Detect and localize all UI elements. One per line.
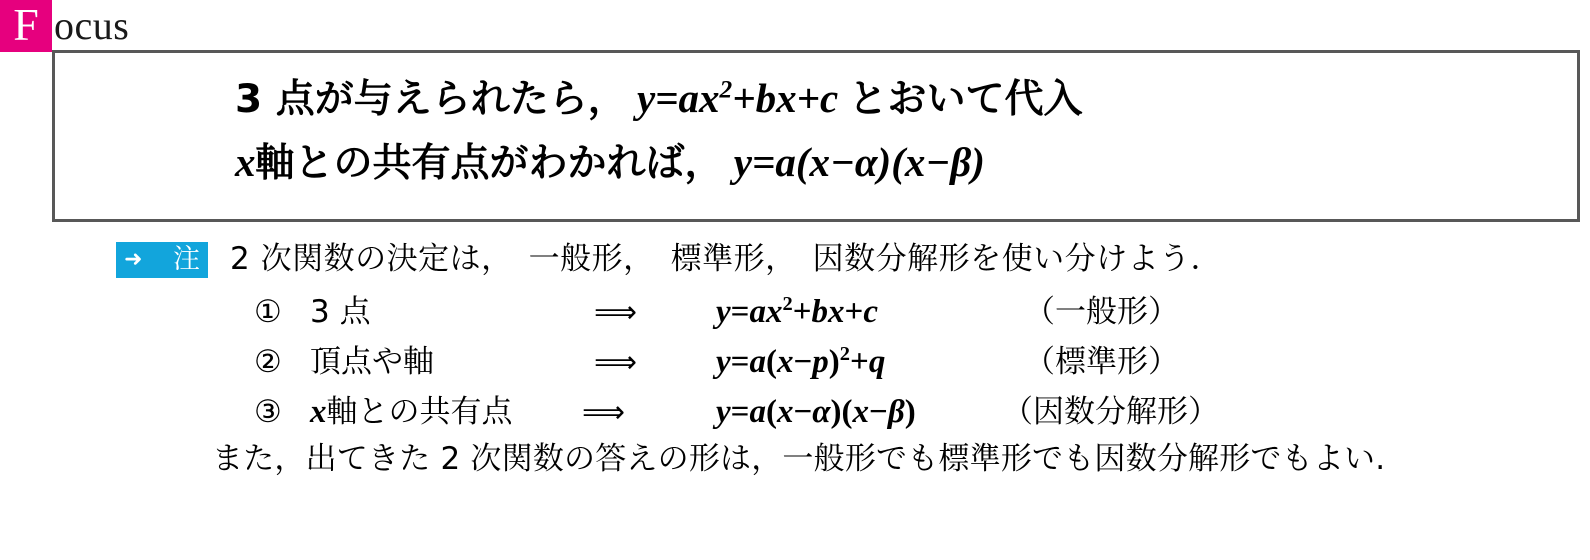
arrow-right-icon: ➜ — [124, 247, 143, 272]
list-item-formula: $y=ax^2+bx+c$ — [716, 293, 878, 330]
note-outro-text: また，出てきた 2 次関数の答えの形は，一般形でも標準形でも因数分解形でもよい. — [212, 441, 1386, 477]
list-item-label — [310, 388, 513, 436]
note-intro-text: 2 次関数の決定は， 一般形， 標準形， 因数分解形を使い分けよう． — [230, 241, 1223, 277]
list-item-formula: $y=a(x-p)^2+q$ — [716, 343, 886, 380]
list-item-label: 3 点 — [310, 294, 371, 330]
note-badge-label: 注 — [173, 244, 200, 275]
statement-line-1 — [235, 67, 1082, 131]
statement-lines — [235, 67, 1082, 195]
list-item-formula: y=a(x−α)(x−β) — [716, 394, 916, 430]
focus-badge-letter: F — [0, 0, 52, 52]
list-item-label: 頂点や軸 — [310, 344, 434, 380]
statement-line-2 — [235, 131, 1082, 195]
list-item-number: ② — [254, 344, 282, 380]
statement-box — [52, 50, 1580, 222]
list-item-form-name: （因数分解形） — [1002, 394, 1219, 430]
list-item-label-var: x — [310, 394, 327, 430]
list-item-number: ③ — [254, 394, 282, 430]
statement-line2-text: 軸との共有点がわかれば， — [255, 141, 724, 186]
focus-title-text: ocus — [54, 3, 130, 48]
statement-line1-prefix: 3 点が与えられたら， — [235, 77, 627, 122]
statement-line2-formula: y=a(x−α)(x−β) — [733, 139, 985, 185]
statement-line2-var: x — [235, 139, 256, 185]
statement-line1-suffix: とおいて代入 — [848, 77, 1083, 122]
implies-arrow-icon: ⟹ — [594, 345, 636, 380]
implies-arrow-icon: ⟹ — [594, 295, 636, 330]
list-item-number: ① — [254, 294, 282, 330]
list-item-label-text: 軸との共有点 — [326, 394, 513, 430]
note-badge — [116, 242, 208, 278]
focus-header — [0, 0, 129, 52]
list-item-form-name: （標準形） — [1024, 344, 1179, 380]
list-item-form-name: （一般形） — [1024, 294, 1179, 330]
implies-arrow-icon: ⟹ — [582, 395, 624, 430]
statement-line1-formula: $y=ax^2+bx+c$ — [636, 75, 839, 121]
